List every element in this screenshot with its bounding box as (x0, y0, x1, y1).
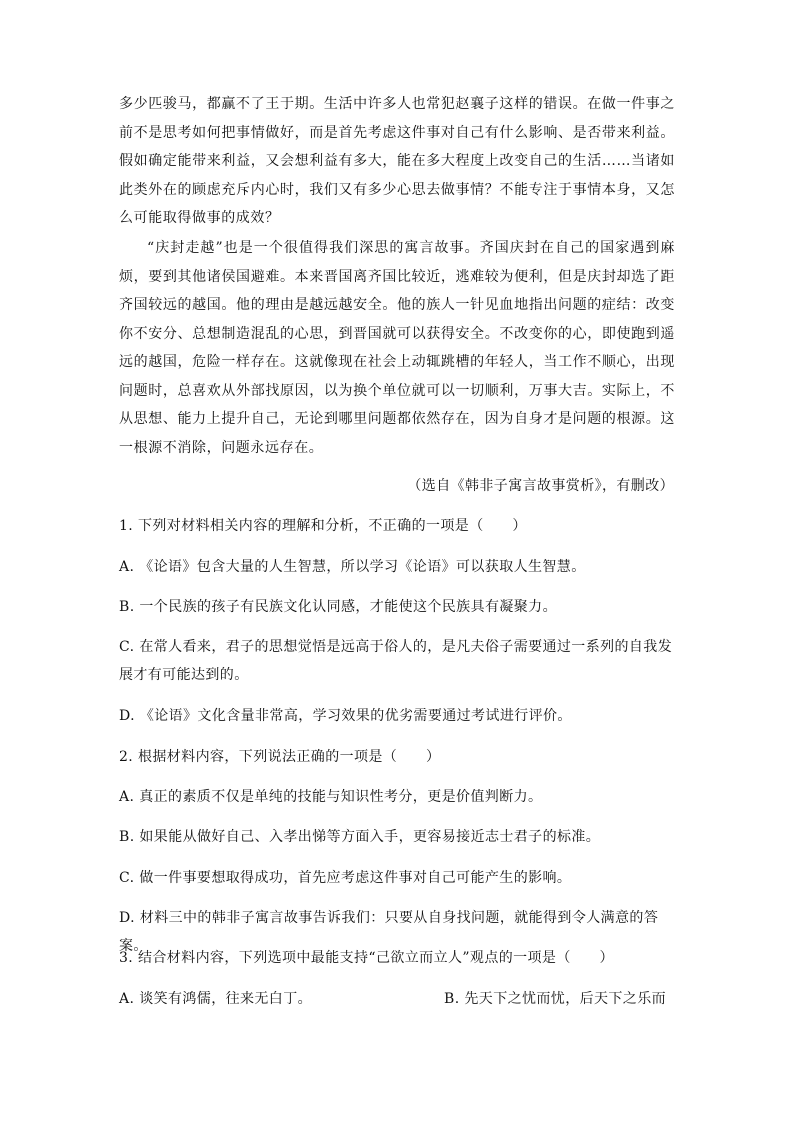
passage-source: （选自《韩非子寓言故事赏析》，有删改） (407, 478, 674, 494)
passage-paragraph-1: 多少匹骏马，都赢不了王于期。生活中许多人也常犯赵襄子这样的错误。在做一件事之前不是思考如何把事情做好，而是首先考虑这件事对自己有什么影响、是否带来利益。假如确定能带来利益，又会想利益有多大，能在多大程度上改变自己的生活……当诸如此类外在的顾虑充斥内心时，我们又有多少心思去做事情？不能专注于事情本身，又怎么可能取得做事的成效？ (119, 96, 675, 226)
question-3-stem: 3. 结合材料内容，下列选项中最能支持“己欲立而立人”观点的一项是（ ） (119, 950, 614, 966)
question-1-option-d: D. 《论语》文化含量非常高，学习效果的优劣需要通过考试进行评价。 (119, 708, 572, 724)
question-2-option-a: A. 真正的素质不仅是单纯的技能与知识性考分，更是价值判断力。 (119, 789, 543, 805)
question-1-option-a: A. 《论语》包含大量的人生智慧，所以学习《论语》可以获取人生智慧。 (119, 559, 586, 575)
question-3-option-a: A. 谈笑有鸿儒，往来无白丁。 (119, 991, 313, 1007)
question-2-option-b: B. 如果能从做好自己、入孝出悌等方面入手，更容易接近志士君子的标准。 (119, 829, 601, 845)
question-2-option-c: C. 做一件事要想取得成功，首先应考虑这件事对自己可能产生的影响。 (119, 870, 572, 886)
passage-paragraph-2: “庆封走越”也是一个很值得我们深思的寓言故事。齐国庆封在自己的国家遇到麻烦，要到其他诸侯国避难。本来晋国离齐国比较近，逃难较为便利，但是庆封却选了距齐国较远的越国。他的理由是越远越安全。他的族人一针见血地指出问题的症结：改变你不安分、总想制造混乱的心思，到晋国就可以获得安全。不改变你的心，即使跑到遥远的越国，危险一样存在。这就像现在社会上动辄跳槽的年轻人，当工作不顺心，出现问题时，总喜欢从外部找原因，以为换个单位就可以一切顺利，万事大吉。实际上，不从思想、能力上提升自己，无论到哪里问题都依然存在，因为自身才是问题的根源。这一根源不消除，问题永远存在。 (119, 240, 675, 456)
question-1-stem: 1. 下列对材料相关内容的理解和分析，不正确的一项是（ ） (119, 518, 527, 534)
question-1-option-b: B. 一个民族的孩子有民族文化认同感，才能使这个民族具有凝聚力。 (119, 599, 557, 615)
question-1-option-c: C. 在常人看来，君子的思想觉悟是远高于俗人的，是凡夫俗子需要通过一系列的自我发展才有可能达到的。 (119, 639, 673, 683)
question-2-option-d: D. 材料三中的韩非子寓言故事告诉我们：只要从自身找问题，就能得到令人满意的答案。 (119, 910, 659, 954)
question-3-option-b: B. 先天下之忧而忧，后天下之乐而 (444, 991, 666, 1007)
question-2-stem: 2. 根据材料内容，下列说法正确的一项是（ ） (119, 749, 441, 765)
